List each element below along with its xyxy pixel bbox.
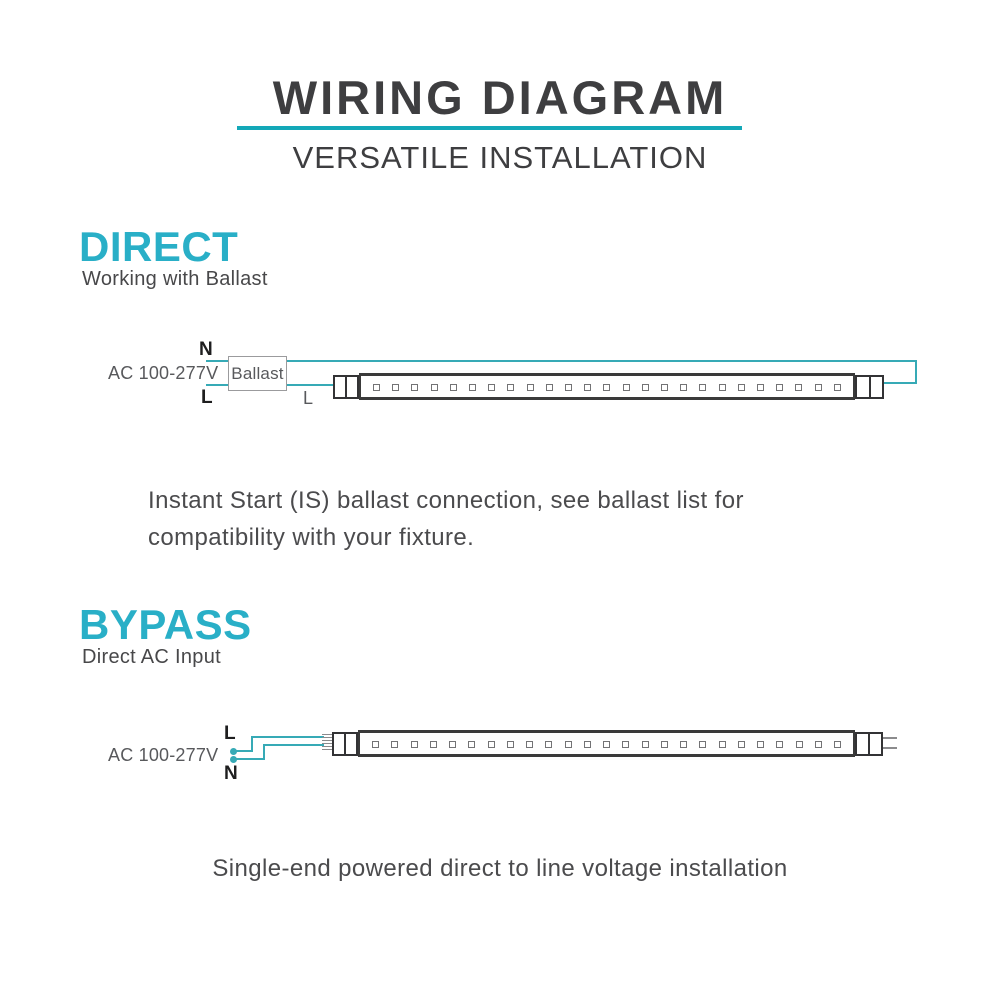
wire-neutral-top-run [287,360,917,362]
led-chip [834,741,841,748]
led-chip [411,384,418,391]
led-chip [392,384,399,391]
led-chip [411,741,418,748]
led-chip [527,384,534,391]
led-chip [796,741,803,748]
tube-right-end-cap [855,732,883,756]
tube-left-end-cap [333,375,359,399]
direct-input-voltage-label: AC 100-277V [108,363,219,383]
led-chip [430,741,437,748]
direct-section-subheading: Working with Ballast [82,268,268,290]
bypass-section-subheading: Direct AC Input [82,646,222,668]
led-chip [757,741,764,748]
cap-divider [869,377,871,397]
led-chip [603,741,610,748]
led-chip [488,384,495,391]
direct-caption-line-1: Instant Start (IS) ballast connection, see ballast list for [148,487,744,514]
direct-section-heading: DIRECT [79,223,239,270]
direct-line-out-label: L [303,388,314,408]
led-chip [622,741,629,748]
led-chip [526,741,533,748]
led-chip [795,384,802,391]
led-chip [373,384,380,391]
bypass-neutral-label: N [224,763,238,784]
led-chip [372,741,379,748]
direct-line-label: L [201,387,213,408]
led-chip [776,741,783,748]
led-chip [680,741,687,748]
led-chip [661,384,668,391]
wire-neutral-to-right-cap [884,382,917,384]
wire-line-to-cap [251,736,324,738]
wire-line-riser [251,736,253,752]
led-chip [488,741,495,748]
led-chip [738,384,745,391]
led-chip [507,741,514,748]
led-chip [757,384,764,391]
led-chip [584,384,591,391]
wire-neutral-input-stub [206,360,228,362]
led-chip [623,384,630,391]
led-chip [449,741,456,748]
cap-divider [345,377,347,397]
wire-line-input-stub [206,384,228,386]
led-chip [834,384,841,391]
direct-neutral-label: N [199,339,213,360]
cap-divider [868,734,870,754]
led-chip [661,741,668,748]
ballast-box: Ballast [228,356,287,391]
wire-neutral-from-dot [234,758,265,760]
led-chip [546,384,553,391]
wire-neutral-riser [263,744,265,760]
led-chip [584,741,591,748]
led-chip [699,384,706,391]
page-subtitle: VERSATILE INSTALLATION [292,140,708,175]
led-tube [358,730,855,757]
right-cap-pin-bottom [883,747,897,749]
led-chip [565,741,572,748]
bypass-line-label: L [224,723,236,744]
right-cap-pin-top [883,737,897,739]
led-chip [699,741,706,748]
led-chip [815,384,822,391]
cap-divider [344,734,346,754]
led-tube [359,373,855,400]
led-chip [680,384,687,391]
tube-right-end-cap [855,375,884,399]
direct-caption [148,482,908,556]
led-chip [815,741,822,748]
bypass-caption: Single-end powered direct to line voltage installation [212,855,788,882]
led-chip [468,741,475,748]
led-chip [603,384,610,391]
led-chip [642,741,649,748]
bypass-section-heading: BYPASS [79,601,252,648]
led-chip [469,384,476,391]
led-chip [719,741,726,748]
bypass-input-voltage-label: AC 100-277V [108,745,219,765]
led-chip [719,384,726,391]
led-chip [507,384,514,391]
led-chip [565,384,572,391]
wire-neutral-right-drop [915,360,917,384]
led-chip [431,384,438,391]
wire-line-to-left-cap [287,384,333,386]
page-title: WIRING DIAGRAM [272,71,728,124]
led-chip [545,741,552,748]
led-chip [776,384,783,391]
led-chip [738,741,745,748]
led-chip [391,741,398,748]
tube-left-end-cap [332,732,358,756]
wire-neutral-to-cap [263,744,324,746]
title-underline [237,126,742,130]
led-chip [450,384,457,391]
direct-caption-line-2: compatibility with your fixture. [148,524,475,551]
led-chip [642,384,649,391]
